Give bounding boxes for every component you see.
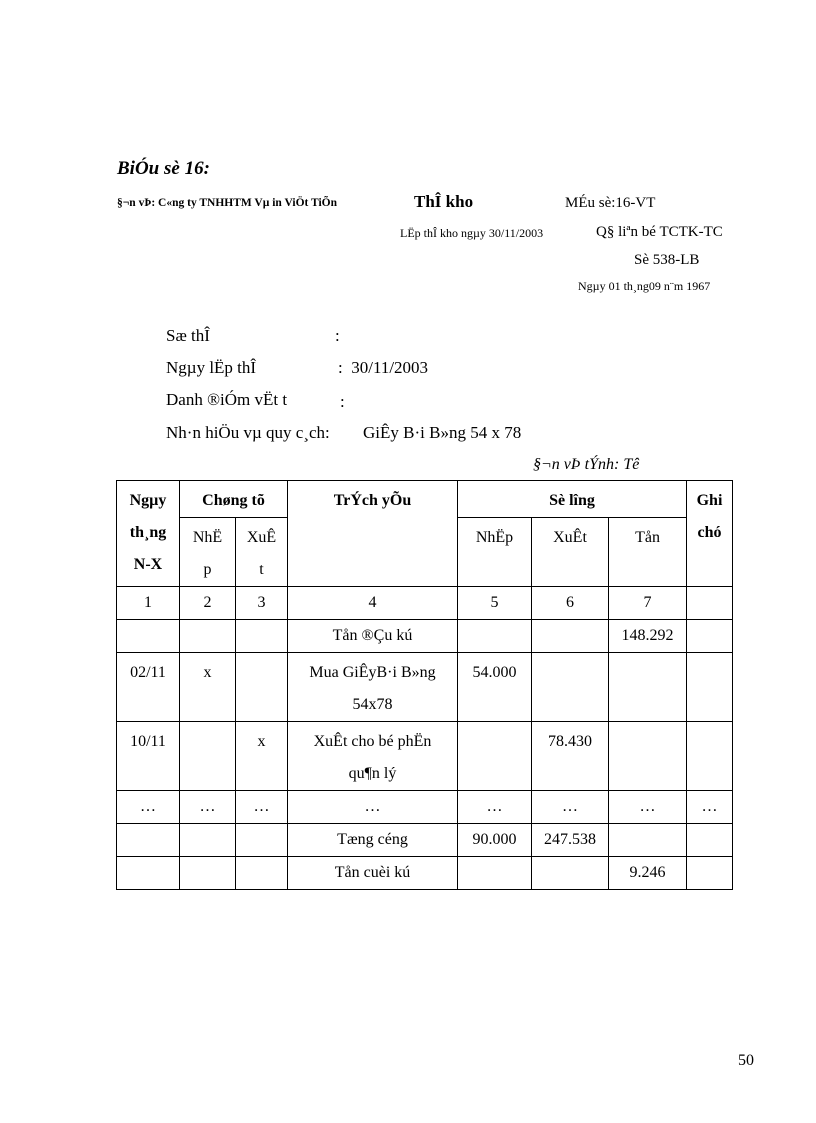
- decision-line3: Ngµy 01 th¸ng09 n¨m 1967: [578, 279, 711, 293]
- cell-date: 02/11: [117, 653, 180, 722]
- cell-qty-in: …: [458, 791, 532, 824]
- cell-voucher-in: [180, 722, 236, 791]
- header-qty-out: XuÊt: [532, 518, 609, 587]
- material-colon: :: [340, 392, 345, 411]
- cell-voucher-out: [236, 824, 288, 857]
- cell-balance: [609, 722, 687, 791]
- cell-voucher-out: …: [236, 791, 288, 824]
- col-number: 4: [288, 587, 458, 620]
- header-voucher: Chøng tõ: [180, 481, 288, 518]
- cell-qty-in: [458, 857, 532, 890]
- cell-qty-in: [458, 620, 532, 653]
- form-number: MÉu sè:16-VT: [565, 195, 656, 211]
- cell-date: [117, 824, 180, 857]
- header-quantity: Sè lîng: [458, 481, 687, 518]
- cell-note: …: [687, 791, 733, 824]
- col-number: 7: [609, 587, 687, 620]
- form-heading: BiÓu sè 16:: [117, 158, 210, 179]
- date-label: Ngµy lËp thÎ: [166, 358, 257, 377]
- header-voucher-out: XuÊ t: [236, 518, 288, 587]
- cell-balance: …: [609, 791, 687, 824]
- cell-voucher-out: x: [236, 722, 288, 791]
- cell-qty-in: 90.000: [458, 824, 532, 857]
- cell-voucher-out: [236, 620, 288, 653]
- page-number: 50: [738, 1052, 754, 1069]
- date-created: LËp thÎ kho ngµy 30/11/2003: [400, 226, 544, 240]
- table-row: [117, 857, 733, 890]
- cell-voucher-in: [180, 824, 236, 857]
- cell-summary: Tån ®Çu kú: [288, 620, 458, 653]
- cell-date: [117, 620, 180, 653]
- cell-summary: Tæng céng: [288, 824, 458, 857]
- card-no-label: Sæ thÎ: [166, 326, 210, 345]
- table-row: [117, 653, 733, 722]
- cell-date: 10/11: [117, 722, 180, 791]
- cell-qty-out: [532, 857, 609, 890]
- col-number: 2: [180, 587, 236, 620]
- cell-qty-out: [532, 653, 609, 722]
- unit-of-calc: §¬n vÞ tÝnh: Tê: [533, 456, 640, 473]
- cell-summary: Mua GiÊyB·i B»ng 54x78: [288, 653, 458, 722]
- card-no-colon: :: [335, 326, 340, 345]
- cell-voucher-in: [180, 620, 236, 653]
- cell-note: [687, 620, 733, 653]
- cell-qty-in: [458, 722, 532, 791]
- cell-qty-out: [532, 620, 609, 653]
- cell-note: [687, 653, 733, 722]
- spec-label: Nh·n hiÖu vµ quy c¸ch:: [166, 423, 330, 442]
- cell-voucher-out: [236, 857, 288, 890]
- cell-summary: XuÊt cho bé phËn qu¶n lý: [288, 722, 458, 791]
- table-row: [117, 824, 733, 857]
- header-summary: TrÝch yÕu: [288, 481, 458, 587]
- cell-qty-out: 78.430: [532, 722, 609, 791]
- cell-balance: 9.246: [609, 857, 687, 890]
- table-row: [117, 722, 733, 791]
- spec-value: GiÊy B·i B»ng 54 x 78: [363, 423, 522, 442]
- cell-balance: 148.292: [609, 620, 687, 653]
- cell-voucher-in: x: [180, 653, 236, 722]
- cell-voucher-out: [236, 653, 288, 722]
- cell-voucher-in: [180, 857, 236, 890]
- col-number: 3: [236, 587, 288, 620]
- header-qty-in: NhËp: [458, 518, 532, 587]
- cell-balance: [609, 653, 687, 722]
- stock-card-table: [116, 480, 733, 890]
- cell-note: [687, 824, 733, 857]
- card-title: ThÎ kho: [414, 192, 474, 211]
- table-row: [117, 620, 733, 653]
- date-value: : 30/11/2003: [338, 358, 429, 377]
- material-label: Danh ®iÓm vËt t: [166, 390, 288, 409]
- table-row: [117, 791, 733, 824]
- cell-voucher-in: …: [180, 791, 236, 824]
- col-number: [687, 587, 733, 620]
- cell-qty-out: 247.538: [532, 824, 609, 857]
- cell-date: [117, 857, 180, 890]
- header-qty-balance: Tån: [609, 518, 687, 587]
- decision-line2: Sè 538-LB: [634, 252, 700, 268]
- cell-note: [687, 857, 733, 890]
- header-note: Ghi chó: [687, 481, 733, 587]
- column-number-row: [117, 587, 733, 620]
- cell-note: [687, 722, 733, 791]
- header-date: Ngµy th¸ng N-X: [117, 481, 180, 587]
- cell-summary: Tån cuèi kú: [288, 857, 458, 890]
- cell-balance: [609, 824, 687, 857]
- col-number: 1: [117, 587, 180, 620]
- cell-qty-out: …: [532, 791, 609, 824]
- decision-line1: Q§ liªn bé TCTK-TC: [596, 224, 723, 240]
- cell-date: …: [117, 791, 180, 824]
- unit-name: §¬n vÞ: C«ng ty TNHHTM Vµ in ViÖt TiÕn: [117, 197, 338, 209]
- cell-summary: …: [288, 791, 458, 824]
- col-number: 5: [458, 587, 532, 620]
- header-voucher-in: NhË p: [180, 518, 236, 587]
- cell-qty-in: 54.000: [458, 653, 532, 722]
- col-number: 6: [532, 587, 609, 620]
